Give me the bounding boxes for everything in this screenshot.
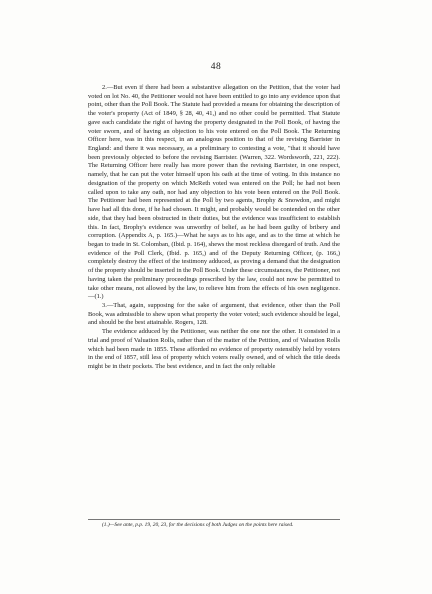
paragraph-evidence: The evidence adduced by the Petitioner, was neither the one nor the other. It consisted in a trial and proof of Valuation Rolls, rather than of the matter of the Petition, and of Valuation Rolls which had been made in 1855. These afforded no evidence of property ostensibly held by voters in the end of 1857, still less of property which voters really owned, and of which the title deeds might be in their pockets. The best evidence, and in fact the only reliable [88,328,340,370]
body-text [88,84,340,372]
footnote: (1.)—See ante, p.p. 19, 20, 23, for the decisions of both Judges on the points here raised. [102,522,294,528]
footnote-divider [88,519,340,520]
paragraph-objection-3: 3.—That, again, supposing for the sake of argument, that evidence, other than the Poll Book, was admissible to shew upon what property the voter voted; such evidence should be legal, and should be the best attainable. Rogers, 128. [88,301,340,327]
page-number: 48 [210,62,222,72]
paragraph-objection-2: 2.—But even if there had been a substantive allegation on the Petition, that the voter had voted on lot No. 40, the Petitioner would not have been entitled to go into any evidence upon that point, other than the Poll Book. The Statute had provided a means for obtaining the description of the voter's property (Act of 1849, § 28, 40, 41,) and no other could be permitted. That Statute gave each candidate the right of having the property designated in the Poll Book, of having the voter sworn, and of having an objection to his vote entered on the Poll Book. The Returning Officer here, was in this respect, in an analogous position to that of the revising Barrister in England: and there it was necessary, as a preliminary to contesting a vote, "that it should have been previously objected to before the revising Barrister. (Warren, 322. Wordsworth, 221, 222). The Returning Officer here really has more power than the revising Barrister, in one respect, namely, that he can put the voter himself upon his oath at the time of voting. In this instance no designation of the property on which McReth voted was entered on the Poll; he had not been called upon to take any oath, nor had any objection to his vote been entered on the Poll Book. The Petitioner had been represented at the Poll by two agents, Brophy & Snowdon, and might have had all this done, if he had chosen. It might, and probably would be contended on the other side, that they had been obstructed in their duties, but the evidence was insufficient to establish this. In fact, Brophy's evidence was unworthy of belief, as he had been guilty of bribery and corruption. (Appendix A, p. 165.)—What he says as to his age, and as to the time at which he began to trade in St. Colomban, (Ibid. p. 164), shews the most reckless disregard of truth. And the evidence of the Poll Clerk, (Ibid. p. 165,) and of the Deputy Returning Officer, (p. 166,) completely destroy the effect of the testimony adduced, as proving a demand that the designation of the property should be inserted in the Poll Book. Under these circumstances, the Petitioner, not having taken the preliminary proceedings prescribed by the law, could not now be permitted to take other means, not allowed by the law, to relieve him from the effects of his own negligence.—(1.) [88,84,340,301]
